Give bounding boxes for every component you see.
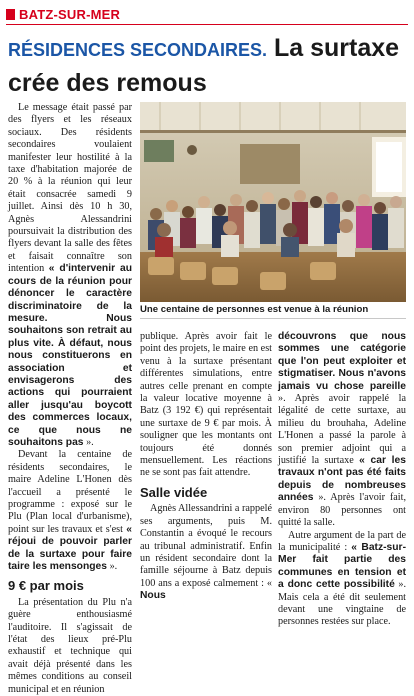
paragraph <box>278 530 406 629</box>
quote-text: découvrons que nous sommes une catégorie que l'on peut exploiter et stigmatiser. Nous n'avons jamais vu chose pareille <box>278 331 406 392</box>
kicker-square-icon <box>6 9 15 20</box>
quote-text: « car les travaux n'ont pas été faits depuis de nombreuses années <box>278 455 406 504</box>
kicker-rule <box>6 24 408 25</box>
paragraph-text: Autre argument de la part de la municipalité : <box>278 529 406 553</box>
article-column-2 <box>140 331 272 603</box>
meeting-photo-image <box>140 102 406 302</box>
paragraph-text: ». <box>83 436 94 448</box>
paragraph <box>8 102 132 449</box>
paragraph: publique. Après avoir fait le point des projets, le maire en est venu à la surtaxe présentant différentes simulations, entre autres celle prenant en compte la valeur locative moyenne à Batz (3 192 €) qui représentait une surtaxe de 9 € par mois. À souligner que les montants ont toujours été donnés mensuellement. Les réactions ne se sont pas fait attendre. <box>140 331 272 479</box>
meeting-photo <box>140 102 406 302</box>
paragraph <box>140 503 272 602</box>
paragraph-text: ». <box>107 561 118 573</box>
kicker-text: BATZ-SUR-MER <box>19 6 121 22</box>
headline-title: La surtaxe crée des remous <box>8 34 400 97</box>
quote-text: « réjoui de pouvoir parler de la surtaxe pour faire taire les mensonges <box>8 523 132 573</box>
paragraph-text: ». Après avoir rappelé la légalité de cette surtaxe, au milieu du brouhaha, Adeline L'Honen a passé la parole à son premier adjoint qui a justifié la surtaxe <box>278 393 406 467</box>
headline <box>8 30 408 98</box>
paragraph-text: Agnès Allessandrini a rappelé ses arguments, puis M. Constantin a évoqué le recours au tribunal administratif. Enfin un résident secondaire dont la famille séjourne à Batz depuis 100 ans a exposé calmement : « <box>140 503 272 589</box>
quote-text: « d'intervenir au cours de la réunion pour dénoncer le caractère discriminatoire de la mesure. Nous souhaitons son retrait au plus vite. À défaut, nous nous constituerons en association et envisagerons des actions qui pourraient aller jusqu'au boycott des commerces locaux, ce que nous ne souhaitons pas <box>8 263 132 448</box>
photo-caption: Une centaine de personnes est venue à la réunion <box>140 304 406 319</box>
article-column-3 <box>278 331 406 629</box>
article-column-1 <box>8 102 132 696</box>
paragraph <box>8 449 132 573</box>
paragraph-text: ». Mais cela a été dit seulement devant une vingtaine de personnes restées sur place. <box>278 579 406 628</box>
kicker <box>6 4 120 24</box>
quote-text: « Batz-sur-Mer fait partie des communes en tension et a donc cette possibilité <box>278 541 406 591</box>
paragraph <box>278 331 406 530</box>
subheading: 9 € par mois <box>8 578 84 594</box>
paragraph-text: Le message était passé par des flyers et les réseaux sociaux. Des résidents secondaires voulaient manifester leur hostilité à la taxe d'habitation majorée de 20 % à la réunion qui leur était consacrée samedi 9 juillet. Ainsi dès 10 h 30, Agnès Alessandrini poursuivait la distribution des flyers devant la salle des fêtes et faisait connaître son intention <box>8 102 132 275</box>
paragraph: La présentation du Plu n'a guère enthousiasmé l'auditoire. Il s'agissait de l'état des lieux pré-Plu exhaustif et technique qui avait déjà présenté dans les mêmes conditions au conseil municipal et en réunion <box>8 596 132 695</box>
paragraph-text: Devant la centaine de résidents secondaires, le maire Adeline L'Honen dès l'accueil a présenté le programme : exposé sur le Plu (Plan local d'urbanisme), point sur les travaux et s'est <box>8 449 132 535</box>
subheading: Salle vidée <box>140 484 208 500</box>
headline-overline: RÉSIDENCES SECONDAIRES. <box>8 40 268 60</box>
quote-text: Nous <box>140 590 166 602</box>
paragraph-text: ». Après l'avoir fait, environ 80 personnes ont quitté la salle. <box>278 492 406 529</box>
